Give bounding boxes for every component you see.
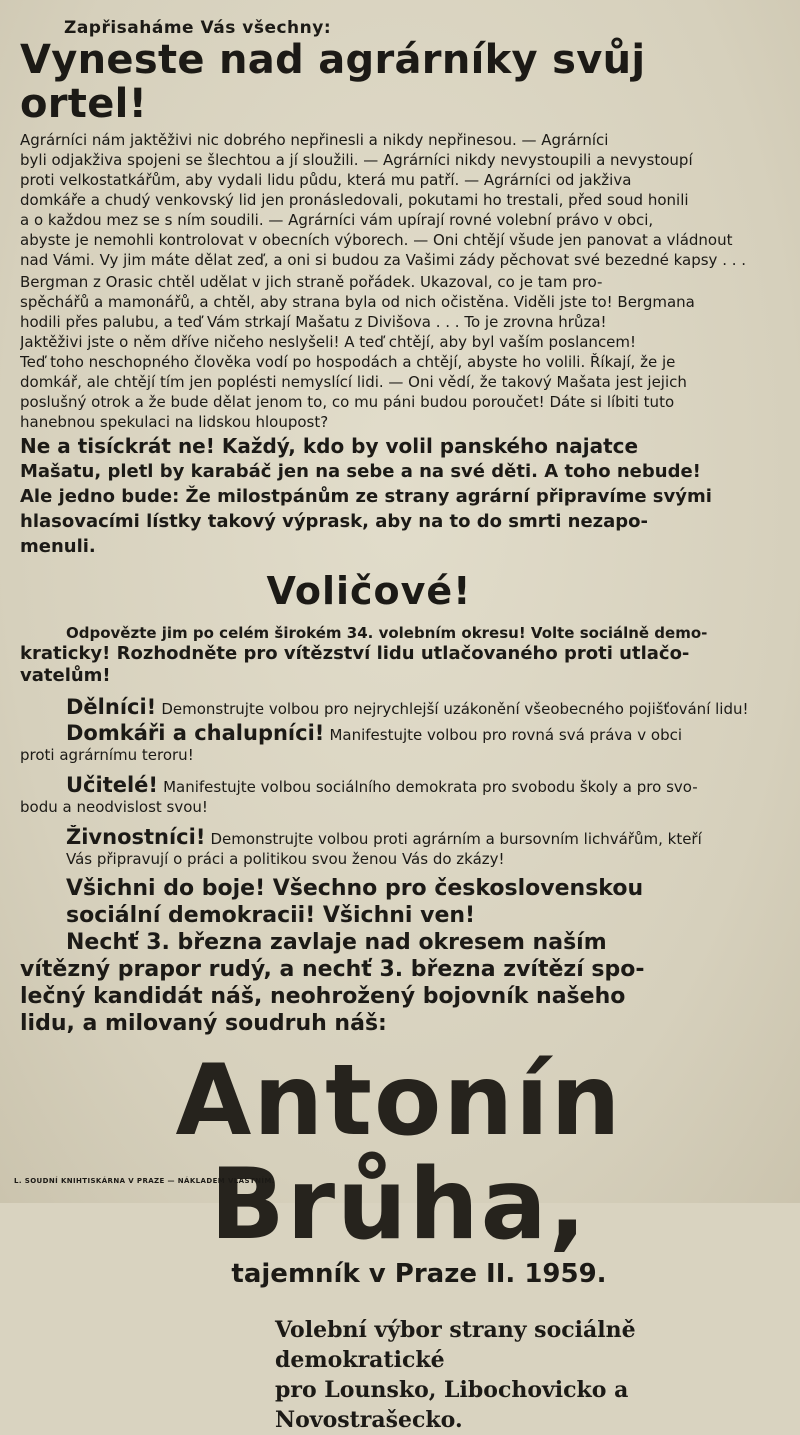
text-line: Jaktěživi jste o něm dříve ničeho neslyšeli! A teď chtějí, aby byl vaším poslancem! — [20, 333, 637, 351]
group-text: Vás připravují o práci a politikou svou ženou Vás do zkázy! — [66, 850, 505, 868]
text-line-bold: Ale jedno bude: Že milostpánům ze strany agrární připravíme svými — [20, 486, 712, 507]
committee-signature — [275, 1315, 778, 1435]
text-line: proti velkostatkářům, aby vydali lidu půdu, která mu patří. — Agrárníci od jakživa — [20, 171, 632, 189]
group-cottagers — [20, 721, 778, 765]
candidate-name: Antonín Brůha, — [175, 1044, 623, 1262]
text-line-bold: lečný kandidát náš, neohrožený bojovník našeho — [20, 984, 626, 1009]
rally-call — [20, 875, 778, 1037]
text-line-bold: Nechť 3. března zavlaje nad okresem naším — [66, 930, 607, 955]
text-line-bold: Všichni do boje! Všechno pro československou — [66, 876, 644, 901]
text-line: domkáře a chudý venkovský lid jen pronásledovali, pokutami ho trestali, před soud honili — [20, 191, 689, 209]
text-line: spěchářů a mamonářů, a chtěl, aby strana byla od nich očistěna. Viděli jste to! Bergmana — [20, 293, 695, 311]
text-line: Teď toho neschopného člověka vodí po hospodách a chtějí, abyste ho volili. Říkají, že je — [20, 353, 676, 371]
group-text: proti agrárnímu teroru! — [20, 746, 194, 764]
text-line: byli odjakživa spojeni se šlechtou a jí sloužili. — Agrárníci nikdy nevystoupili a nevystoupí — [20, 151, 693, 169]
appeal — [20, 623, 778, 687]
text-line-bold: lidu, a milovaný soudruh náš: — [20, 1011, 387, 1036]
text-line: domkář, ale chtějí tím jen poplésti nemyslící lidi. — Oni vědí, že takový Mašata jest jejich — [20, 373, 687, 391]
group-text: Demonstrujte volbou proti agrárním a bursovním lichvářům, kteří — [210, 830, 702, 848]
group-workers — [66, 695, 778, 719]
paragraph-never — [20, 434, 778, 559]
text-line-bold: vítězný prapor rudý, a nechť 3. března zvítězí spo- — [20, 957, 645, 982]
text-line: nad Vámi. Vy jim máte dělat zeď, a oni si budou za Vašimi zády pěchovat své bezedné kapsy . . . — [20, 251, 747, 269]
voters-heading: Voličové! — [266, 569, 472, 613]
text-line-bold: sociální demokracii! Všichni ven! — [66, 903, 476, 928]
candidate-title: tajemník v Praze II. 1959. — [231, 1259, 607, 1289]
text-line-bold: menuli. — [20, 536, 96, 557]
text-line: a o každou mez se s ním soudili. — Agrárníci vám upírají rovné volební právo v obci, — [20, 211, 654, 229]
paragraph-bergman — [20, 272, 778, 432]
group-text: Manifestujte volbou pro rovná svá práva v obci — [329, 726, 683, 744]
group-label: Dělníci! — [66, 695, 157, 719]
printer-imprint: L. SOUDNÍ KNIHTISKÁRNA V PRAZE — NÁKLADEM VLASTNÍM. — [14, 1177, 275, 1185]
text-line: Agrárníci nám jaktěživi nic dobrého nepřinesli a nikdy nepřinesou. — Agrárníci — [20, 131, 609, 149]
kicker: Zapřisaháme Vás všechny: — [64, 18, 332, 38]
group-label: Domkáři a chalupníci! — [66, 721, 325, 745]
group-label: Živnostníci! — [66, 825, 206, 849]
text-line: Volební výbor strany sociálně demokratické — [275, 1317, 636, 1373]
text-line: hodili přes palubu, a teď Vám strkají Mašatu z Divišova . . . To je zrovna hrůza! — [20, 313, 607, 331]
text-line: Bergman z Orasic chtěl udělat v jich straně pořádek. Ukazoval, co je tam pro- — [20, 273, 603, 291]
group-text: bodu a neodvislost svou! — [20, 798, 208, 816]
group-text: Demonstrujte volbou pro nejrychlejší uzákonění všeobecného pojišťování lidu! — [161, 700, 749, 718]
text-line: Odpovězte jim po celém širokém 34. volebním okresu! Volte sociálně demo- — [66, 624, 708, 642]
text-line-bold: hlasovacími lístky takový výprask, aby na to do smrti nezapo- — [20, 511, 649, 532]
text-line-bold: Ne a tisíckrát ne! Každý, kdo by volil panského najatce — [20, 434, 639, 458]
group-tradesmen — [66, 825, 778, 869]
group-teachers — [20, 773, 778, 817]
text-line: pro Lounsko, Libochovicko a Novostrašecko. — [275, 1377, 629, 1433]
text-line-bold: Mašatu, pletl by karabáč jen na sebe a na své děti. A toho nebude! — [20, 461, 701, 482]
group-text: Manifestujte volbou sociálního demokrata pro svobodu školy a pro svo- — [163, 778, 698, 796]
text-line: poslušný otrok a že bude dělat jenom to, co mu páni budou poroučet! Dáte si líbiti tuto — [20, 393, 675, 411]
paragraph-agrarians — [20, 130, 778, 270]
headline: Vyneste nad agrárníky svůj ortel! — [20, 37, 646, 127]
text-line: abyste je nemohli kontrolovat v obecních výborech. — Oni chtějí všude jen panovat a vládnout — [20, 231, 733, 249]
text-line-bold: kraticky! Rozhodněte pro vítězství lidu utlačovaného proti utlačo- — [20, 643, 690, 664]
group-label: Učitelé! — [66, 773, 158, 797]
text-line: hanebnou spekulaci na lidskou hloupost? — [20, 413, 329, 431]
text-line-bold: vatelům! — [20, 665, 111, 686]
